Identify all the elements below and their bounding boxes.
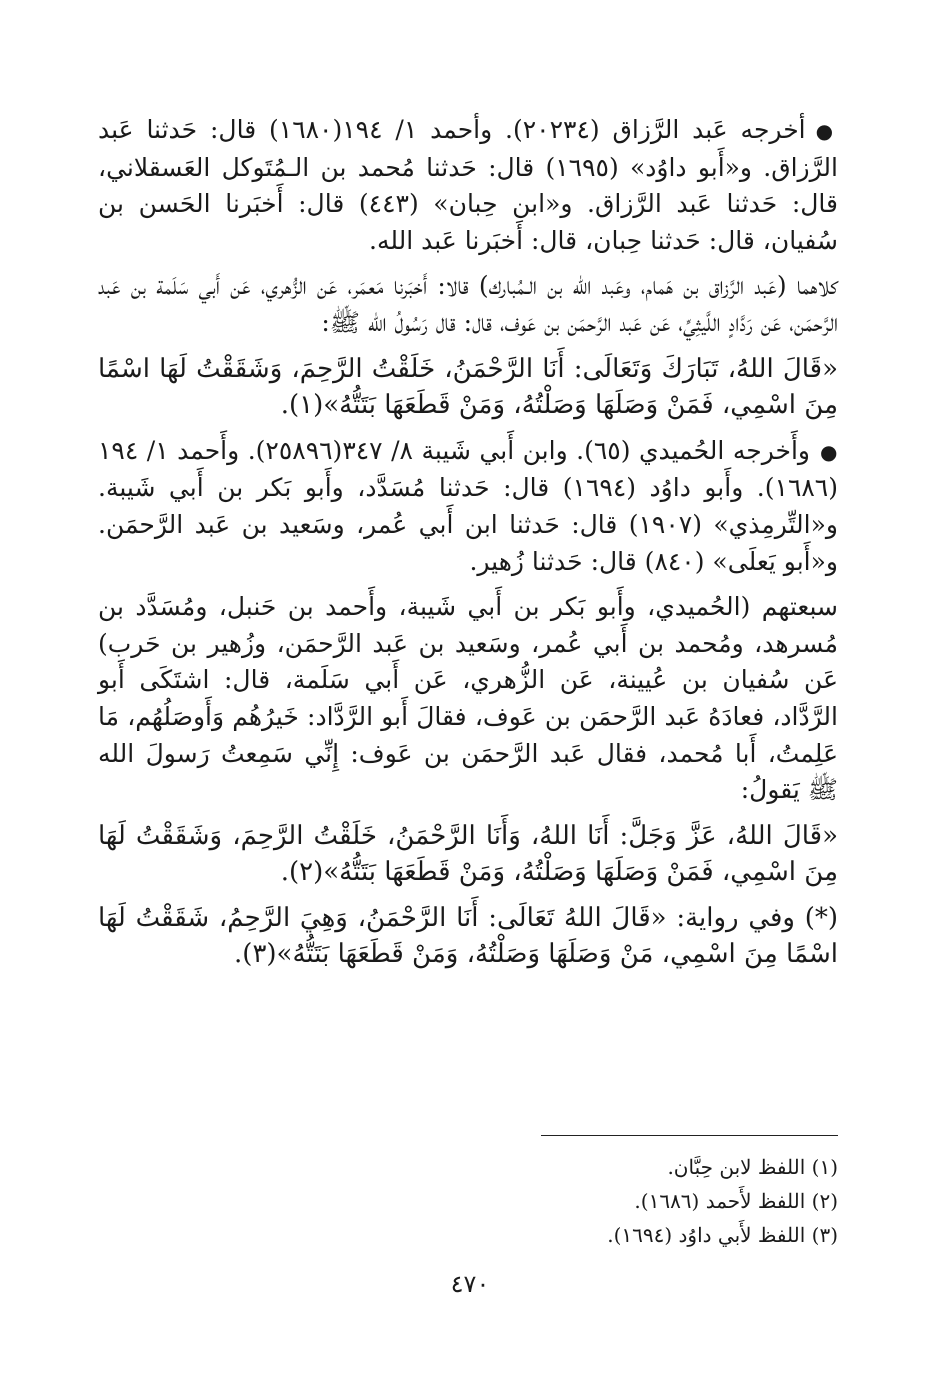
paragraph-text: سبعتهم (الحُميدي، وأَبو بَكر بن أَبي شَيبة، وأَحمد بن حَنبل، ومُسَدَّد بن مُسرهد، ومُحمد بن أَبي عُمر، وسَعيد بن عَبد الرَّحمَن، وزُهير بن حَرب) عَن سُفيان بن عُيينة، عَن الزُّهري، عَن أَبي سَلَمة، قال: اشتَكَى أَبو الرَّدَّاد، فعادَهُ عَبد الرَّحمَن بن عَوف، فقالَ أَبو الرَّدَّاد: خَيرُهُم وَأَوصَلُهُم، مَا عَلِمتُ، أَبا مُحمد، فقال عَبد الرَّحمَن بن عَوف: إِنِّي سَمِعتُ رَسولَ الله ﷺ يَقولُ: [98,592,838,805]
paragraph-takhrij-2 [98,433,838,580]
paragraph-isnad-2 [98,589,838,809]
page-number: ٤٧٠ [450,1270,490,1298]
bullet-icon: ● [819,439,838,464]
footnote-1: (١) اللفظ لابن حِبَّان. [667,1155,838,1179]
footnotes [438,1150,838,1252]
paragraph-hadith-2 [98,818,838,891]
footnote-3: (٣) اللفظ لأَبي داوُد (١٦٩٤). [607,1223,838,1247]
footnote-2: (٢) اللفظ لأَحمد (١٦٨٦). [634,1189,838,1213]
paragraph-text: وأَخرجه الحُميدي (٦٥). وابن أَبي شَيبة ٨/ ٣٤٧(٢٥٨٩٦). وأَحمد ١/ ١٩٤ (١٦٨٦). وأَبو داوُد (١٦٩٤) قال: حَدثنا مُسَدَّد، وأَبو بَكر بن أَبي شَيبة. و«التِّرمِذي» (١٩٠٧) قال: حَدثنا ابن أَبي عُمر، وسَعيد بن عَبد الرَّحمَن. و«أَبو يَعلَى» (٨٤٠) قال: حَدثنا زُهير. [98,435,838,576]
paragraph-isnad-1 [98,268,838,341]
paragraph-hadith-1 [98,351,838,424]
paragraph-text: أخرجه عَبد الرَّزاق (٢٠٢٣٤). وأحمد ١/ ١٩٤(١٦٨٠) قال: حَدثنا عَبد الرَّزاق. و«أَبو داوُد» (١٦٩٥) قال: حَدثنا مُحمد بن الـمُتَوكل العَسقلاني، قال: حَدثنا عَبد الرَّزاق. و«ابن حِبان» (٤٤٣) قال: أَخبَرنا الحَسن بن سُفيان، قال: حَدثنا حِبان، قال: أَخبَرنا عَبد الله. [98,115,838,255]
paragraph-text: «قَالَ اللهُ، تَبَارَكَ وَتَعَالَى: أَنَا الرَّحْمَنُ، خَلَقْتُ الرَّحِمَ، وَشَقَقْتُ لَهَا اسْمًا مِنَ اسْمِي، فَمَنْ وَصَلَهَا وَصَلْتُهُ، وَمَنْ قَطَعَهَا بَتَتُّهُ»(١). [98,353,838,421]
bullet-icon: ● [815,119,838,143]
paragraph-text: كلاهما (عَبد الرَّزاق بن هَمام، وعَبد الله بن الـمُبارك) قالا: أَخبَرنا مَعمَر، عَن الزُّهري، عَن أَبي سَلَمة بن عَبد الرَّحمَن، عَن رَدَّادٍ اللَّيثِيِّ، عَن عَبد الرَّحمَن بن عَوف، قال: قال رَسُولُ الله ﷺ: [98,271,838,337]
paragraph-text: «قَالَ اللهُ، عَزَّ وَجَلَّ: أَنَا اللهُ، وَأَنَا الرَّحْمَنُ، خَلَقْتُ الرَّحِمَ، وَشَقَقْتُ لَهَا مِنَ اسْمِي، فَمَنْ وَصَلَهَا وَصَلْتُهُ، وَمَنْ قَطَعَهَا بَتَتُّهُ»(٢). [98,820,838,888]
main-text [98,112,838,982]
paragraph-takhrij-1 [98,112,838,259]
paragraph-riwaya [98,900,838,973]
paragraph-text: (*) وفي رواية: «قَالَ اللهُ تَعَالَى: أَنَا الرَّحْمَنُ، وَهِيَ الرَّحِمُ، شَقَقْتُ لَهَا اسْمًا مِنَ اسْمِي، مَنْ وَصَلَهَا وَصَلْتُهُ، وَمَنْ قَطَعَهَا بَتَتُّهُ»(٣). [98,902,838,970]
footnote-divider [541,1135,838,1136]
